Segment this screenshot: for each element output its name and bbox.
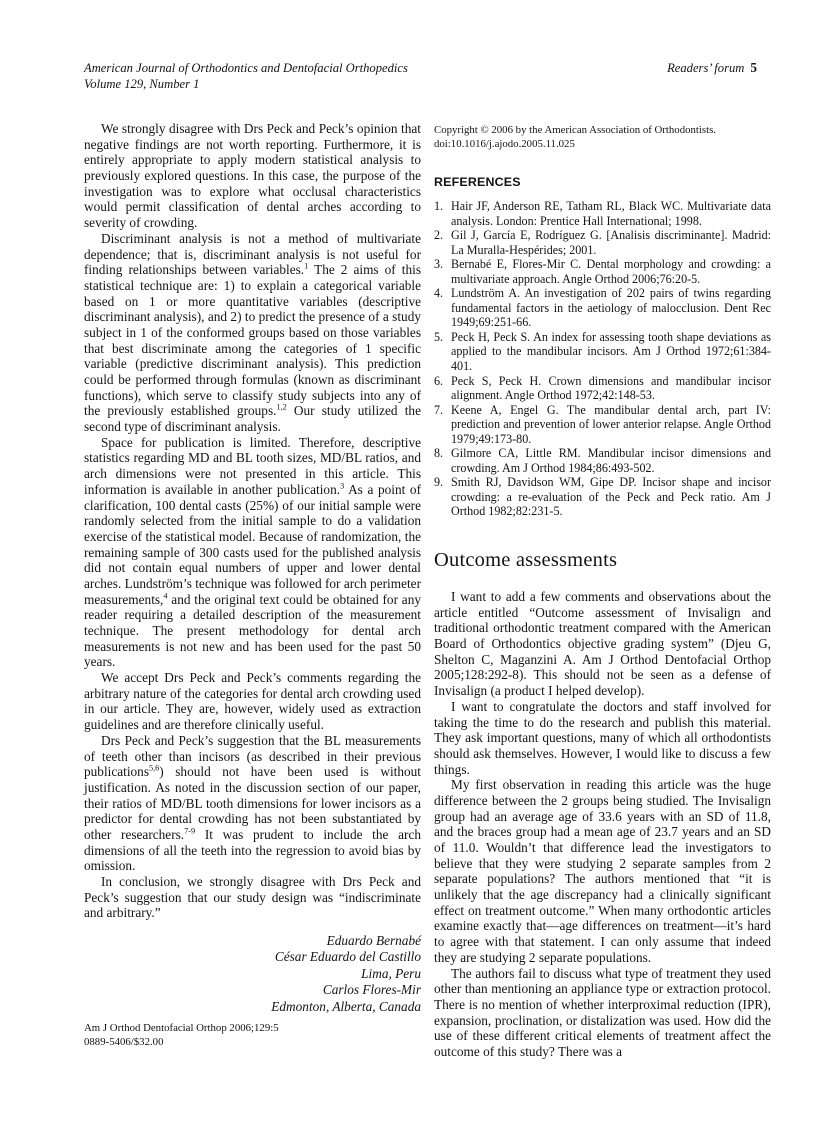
header-section-info [667, 60, 757, 76]
page-number: 5 [750, 60, 757, 75]
signature-location: Lima, Peru [361, 965, 421, 981]
journal-title: American Journal of Orthodontics and Dentofacial Orthopedics [84, 61, 408, 75]
signature-author: Eduardo Bernabé [326, 933, 421, 949]
reference-item: Keene A, Engel G. The mandibular dental arch, part IV: prediction and prevention of lower anterior relapse. Angle Orthod 1979;49:173-80. [451, 402, 771, 446]
paragraph: My first observation in reading this article was the huge difference between the 2 groups being studied. The Invisalign group had an average age of 33.6 years with an SD of 11.8, and the braces group had a mean age of 23.7 years and an SD of 11.0. Wouldn’t that difference lead the investigators to believe that they were studying 2 separate samples from 2 separate populations? The authors mentioned that “it is unlikely that the age discrepancy had a clinically significant effect on treatment outcome.” When many orthodontic articles examine exactly that—age differences on treatment—it’s hard to agree with that statement. I can only assume that indeed they are studying 2 separate populations. [434, 777, 771, 965]
doi-line: doi:10.1016/j.ajodo.2005.11.025 [434, 137, 575, 150]
paragraph: In conclusion, we strongly disagree with Drs Peck and Peck’s suggestion that our study design was “indiscriminate and arbitrary.” [84, 874, 421, 921]
references-heading: REFERENCES [434, 175, 521, 189]
article-footnote [84, 1022, 421, 1049]
right-column [434, 124, 771, 1060]
paragraph: I want to add a few comments and observations about the article entitled “Outcome assessment of Invisalign and traditional orthodontic treatment compared with the American Board of Orthodontics objective grading system” (Djeu G, Shelton C, Maganzini A. Am J Orthod Dentofacial Orthop 2005;128:292-8). This should not be seen as a defense of Invisalign (a product I helped develop). [434, 589, 771, 699]
paragraph: We strongly disagree with Drs Peck and Peck’s opinion that negative findings are not worth reporting. Furthermore, it is entirely appropriate to apply modern statistical analysis to previously explored questions. In this case, the purpose of the investigation was to explore what occlusal characteristics would permit classification of dental arches according to severity of crowding. [84, 121, 421, 231]
reference-item: Bernabé E, Flores-Mir C. Dental morphology and crowding: a multivariate approach. Angle Orthod 2006;76:20-5. [451, 257, 771, 286]
paragraph: Discriminant analysis is not a method of multivariate dependence; that is, discriminant analysis is not useful for finding relationships between variables.$^1$ The 2 aims of this statistical technique are: 1) to explain a categorical variable based on 1 or more quantitative variables (descriptive discriminant analysis), and 2) to predict the presence of a study subject in 1 of the conformed groups based on those variables that best discriminate among the categories of 1 specific variable (predictive discriminant analysis). This prediction could be performed through formulas (known as discriminant functions), which serve to classify study subjects into any of the previously established groups.$^{1,2}$ Our study utilized the second type of discriminant analysis. [84, 230, 422, 435]
paragraph: We accept Drs Peck and Peck’s comments regarding the arbitrary nature of the categories for dental arch crowding used in our article. They are, however, widely used as extraction guidelines and are therefore clinically useful. [84, 670, 421, 733]
section-heading-outcome-assessments: Outcome assessments [434, 549, 618, 572]
paragraph: I want to congratulate the doctors and staff involved for taking the time to do the research and publish this material. They ask important questions, many of which all orthodontists should ask themselves. However, I would like to discuss a few things. [434, 698, 771, 777]
reference-item: Peck S, Peck H. Crown dimensions and mandibular incisor alignment. Angle Orthod 1972;42:148-53. [451, 373, 771, 403]
reference-item: Smith RJ, Davidson WM, Gipe DP. Incisor shape and incisor crowding: a re-evaluation of the Peck and Peck ratio. Am J Orthod 1982;82:231-5. [451, 475, 771, 519]
header-journal-info [84, 60, 504, 92]
paragraph: Space for publication is limited. Therefore, descriptive statistics regarding MD and BL tooth sizes, MD/BL ratios, and arch dimensions were not presented in this article. This information is available in another publication.$^3$ As a point of clarification, 100 dental casts (25%) of our initial sample were randomly selected from the initial sample to do a validation exercise of the statistical model. Because of randomization, the remaining sample of 300 casts used for the published analysis did not contain equal numbers of upper and lower dental arches. Lundström’s technique was followed for arch perimeter measurements,$^4$ and the original text could be obtained for any reader requiring a detailed description of the measurement technique. The present methodology for dental arch measurements is not new and has been used for the past 50 years. [84, 434, 421, 670]
left-column [84, 121, 421, 1049]
reference-item: Lundström A. An investigation of 202 pairs of twins regarding fundamental factors in the aetiology of malocclusion. Dent Rec 1949;69:251-66. [451, 286, 771, 330]
signature-author: César Eduardo del Castillo [274, 949, 421, 965]
outcome-assessments-body [434, 589, 771, 1060]
footnote-issn-price: 0889-5406/$32.00 [84, 1035, 164, 1048]
references-list [434, 199, 771, 519]
signature-author: Carlos Flores-Mir [322, 982, 421, 998]
reference-item: Gil J, García E, Rodríguez G. [Analisis discriminante]. Madrid: La Muralla-Hespérides; 2001. [451, 228, 771, 257]
paragraph: The authors fail to discuss what type of treatment they used other than mentioning an appliance type or extraction protocol. There is no mention of whether interproximal reduction (IPR), expansion, proclination, or distalization was used. How did the use of these different critical elements of treatment affect the outcome of this study? There was a [434, 965, 771, 1059]
footnote-citation: Am J Orthod Dentofacial Orthop 2006;129:5 [84, 1022, 279, 1035]
copyright-line: Copyright © 2006 by the American Association of Orthodontists. [434, 124, 716, 136]
section-title: Readers’ forum [667, 61, 745, 75]
paragraph: Drs Peck and Peck’s suggestion that the BL measurements of teeth other than incisors (as described in their previous publications$^{5,6}$) should not have been used is without justification. As noted in the discussion section of our paper, their ratios of MD/BL tooth dimensions for lower incisors as a predictor for dental crowding has not been substantiated by other researchers.$^{7-9}$ It was prudent to include the arch dimensions of all the teeth into the regression to avoid bias by omission. [84, 732, 422, 874]
reference-item: Hair JF, Anderson RE, Tatham RL, Black WC. Multivariate data analysis. London: Prentice Hall International; 1998. [451, 199, 771, 228]
journal-volume: Volume 129, Number 1 [84, 77, 200, 91]
copyright-block [434, 124, 771, 151]
signature-location: Edmonton, Alberta, Canada [271, 998, 421, 1014]
reference-item: Peck H, Peck S. An index for assessing tooth shape deviations as applied to the mandibular incisors. Am J Orthod 1972;61:384-401. [451, 329, 771, 374]
signature-block [84, 933, 421, 1015]
reference-item: Gilmore CA, Little RM. Mandibular incisor dimensions and crowding. Am J Orthod 1984;86:493-502. [451, 446, 771, 475]
